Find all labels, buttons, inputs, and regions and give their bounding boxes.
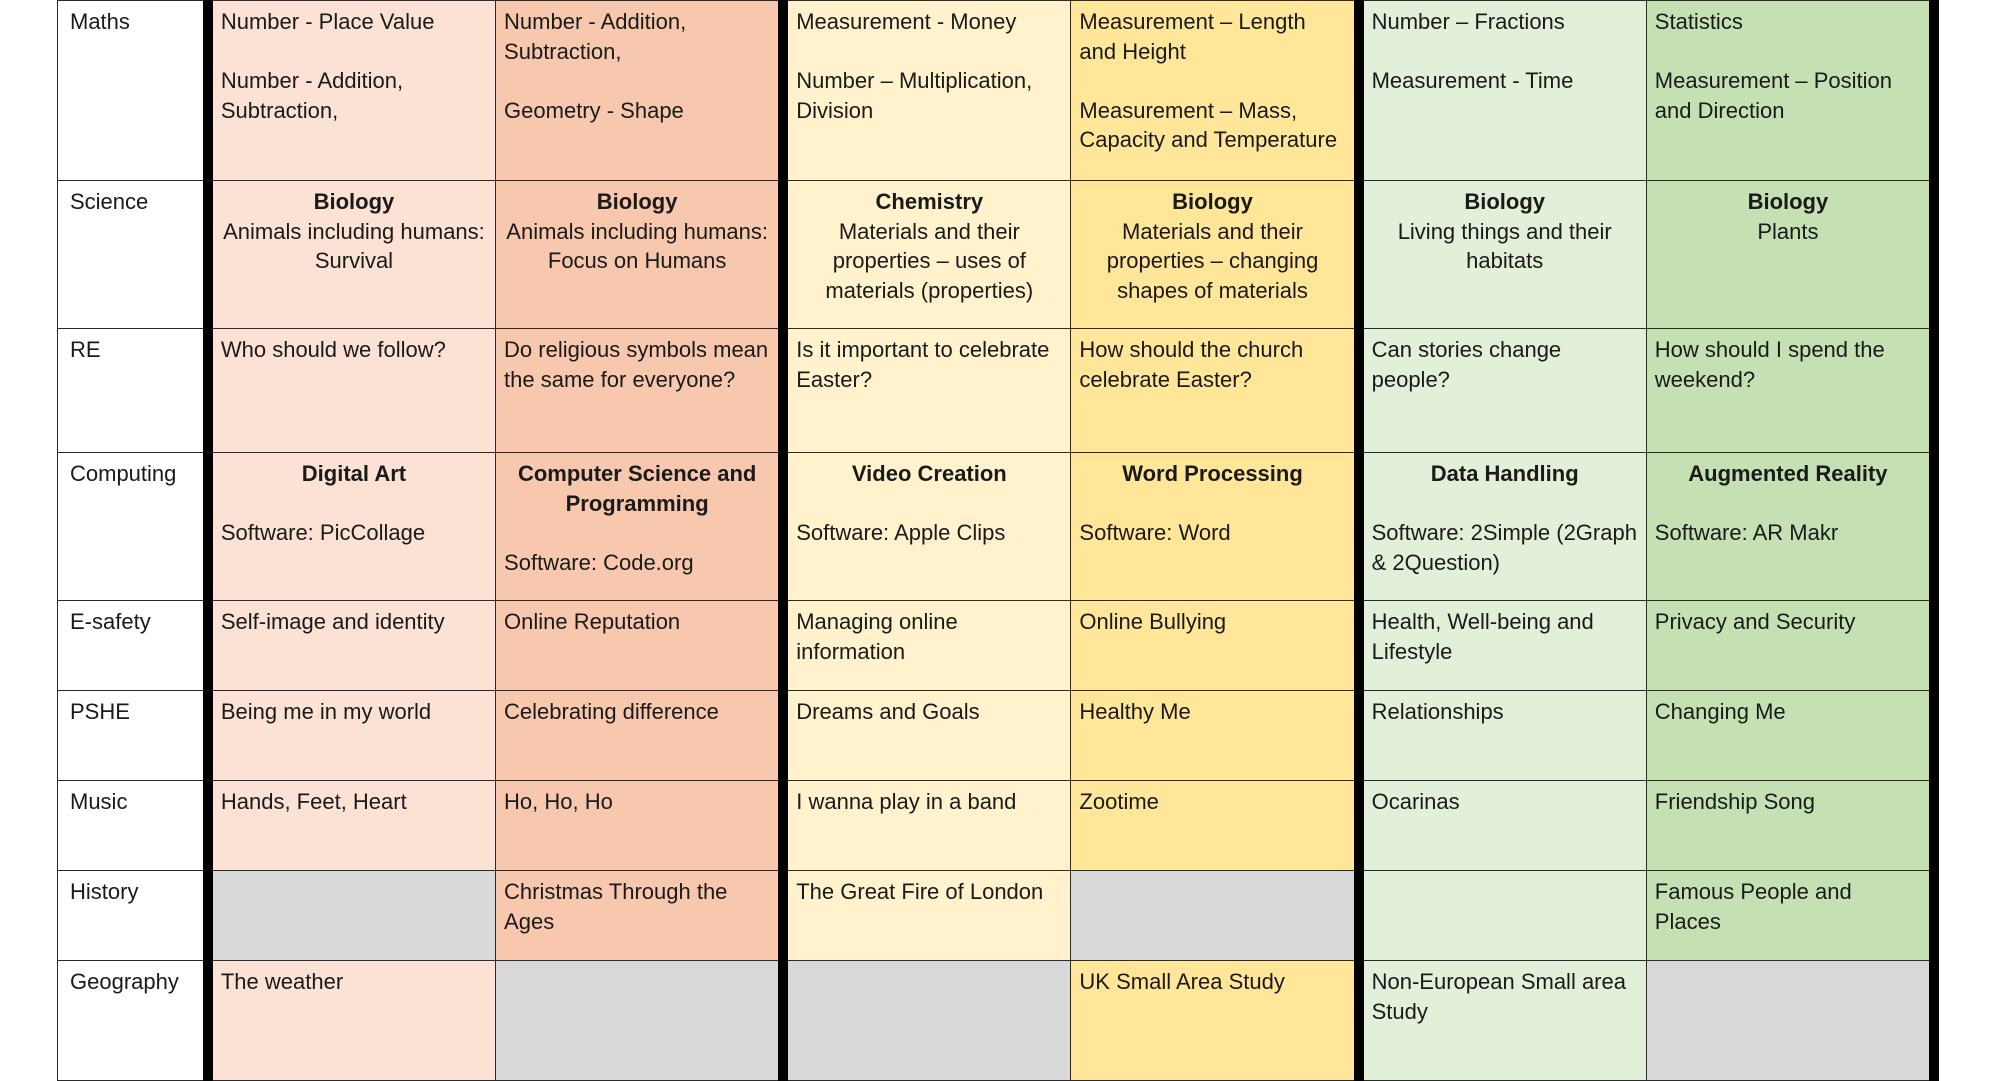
curriculum-table xyxy=(57,0,1939,1081)
table-cell xyxy=(208,871,496,961)
table-row xyxy=(58,871,1935,961)
table-cell xyxy=(1071,453,1359,601)
table-cell: Privacy and Security xyxy=(1646,601,1934,691)
table-cell: Friendship Song xyxy=(1646,781,1934,871)
table-cell: Celebrating difference xyxy=(496,691,784,781)
table-cell: Healthy Me xyxy=(1071,691,1359,781)
table-cell: Non-European Small area Study xyxy=(1359,961,1647,1081)
table-cell xyxy=(1359,181,1647,329)
subject-label: Maths xyxy=(58,1,208,181)
cell-text: Animals including humans: Survival xyxy=(223,218,485,273)
cell-text: Software: Word xyxy=(1079,520,1231,545)
table-cell: Changing Me xyxy=(1646,691,1934,781)
cell-text: Software: Apple Clips xyxy=(796,520,1006,545)
cell-heading: Biology xyxy=(1464,189,1546,214)
cell-text: Software: PicCollage xyxy=(220,520,426,545)
table-cell xyxy=(783,453,1071,601)
table-cell: Ho, Ho, Ho xyxy=(496,781,784,871)
cell-heading: Chemistry xyxy=(875,189,984,214)
table-row xyxy=(58,961,1935,1081)
subject-label: History xyxy=(58,871,208,961)
table-cell: Online Reputation xyxy=(496,601,784,691)
table-cell: Number – Fractions Measurement - Time xyxy=(1359,1,1647,181)
subject-label: Geography xyxy=(58,961,208,1081)
table-cell xyxy=(1071,871,1359,961)
curriculum-table-body xyxy=(58,1,1935,1081)
table-cell: Zootime xyxy=(1071,781,1359,871)
subject-label: RE xyxy=(58,329,208,453)
cell-heading: Data Handling xyxy=(1430,461,1579,486)
table-cell xyxy=(208,181,496,329)
table-cell xyxy=(496,453,784,601)
table-cell: Ocarinas xyxy=(1359,781,1647,871)
table-cell: Hands, Feet, Heart xyxy=(208,781,496,871)
table-cell xyxy=(1071,181,1359,329)
table-row xyxy=(58,781,1935,871)
cell-text: Materials and their properties – uses of materials (properties) xyxy=(825,218,1034,303)
table-cell xyxy=(496,181,784,329)
table-row xyxy=(58,1,1935,181)
table-cell: I wanna play in a band xyxy=(783,781,1071,871)
table-cell: Christmas Through the Ages xyxy=(496,871,784,961)
table-cell: How should I spend the weekend? xyxy=(1646,329,1934,453)
curriculum-overview-sheet xyxy=(57,0,1939,1068)
cell-heading: Biology xyxy=(1172,189,1253,214)
table-cell: Measurement - Money Number – Multiplication, Division xyxy=(783,1,1071,181)
cell-heading: Biology xyxy=(1747,189,1829,214)
table-cell: Being me in my world xyxy=(208,691,496,781)
table-cell xyxy=(783,961,1071,1081)
table-cell: Who should we follow? xyxy=(208,329,496,453)
table-cell: Relationships xyxy=(1359,691,1647,781)
subject-label: Science xyxy=(58,181,208,329)
cell-heading: Digital Art xyxy=(301,461,407,486)
cell-heading: Augmented Reality xyxy=(1688,461,1888,486)
table-cell: How should the church celebrate Easter? xyxy=(1071,329,1359,453)
cell-text: Animals including humans: Focus on Humans xyxy=(506,218,768,273)
cell-text: Software: AR Makr xyxy=(1654,520,1839,545)
table-cell: The weather xyxy=(208,961,496,1081)
table-cell xyxy=(1359,871,1647,961)
table-row xyxy=(58,691,1935,781)
cell-heading: Word Processing xyxy=(1122,461,1303,486)
table-cell xyxy=(208,453,496,601)
subject-label: E-safety xyxy=(58,601,208,691)
table-cell: Measurement – Length and Height Measurement – Mass, Capacity and Temperature xyxy=(1071,1,1359,181)
table-cell: Is it important to celebrate Easter? xyxy=(783,329,1071,453)
table-cell xyxy=(1646,453,1934,601)
table-cell: Dreams and Goals xyxy=(783,691,1071,781)
cell-text: Plants xyxy=(1757,218,1819,244)
table-cell: Famous People and Places xyxy=(1646,871,1934,961)
cell-heading: Video Creation xyxy=(851,461,1007,486)
table-row xyxy=(58,329,1935,453)
table-cell: Statistics Measurement – Position and Direction xyxy=(1646,1,1934,181)
table-cell: Managing online information xyxy=(783,601,1071,691)
table-cell: Health, Well-being and Lifestyle xyxy=(1359,601,1647,691)
cell-text: Living things and their habitats xyxy=(1397,218,1612,273)
table-cell: Self-image and identity xyxy=(208,601,496,691)
subject-label: Music xyxy=(58,781,208,871)
table-cell: Do religious symbols mean the same for everyone? xyxy=(496,329,784,453)
table-cell: Online Bullying xyxy=(1071,601,1359,691)
cell-text: Materials and their properties – changing shapes of materials xyxy=(1106,218,1319,303)
table-row xyxy=(58,601,1935,691)
cell-heading: Computer Science and Programming xyxy=(517,461,757,516)
table-row xyxy=(58,453,1935,601)
table-row xyxy=(58,181,1935,329)
table-cell: UK Small Area Study xyxy=(1071,961,1359,1081)
table-cell xyxy=(1646,961,1934,1081)
table-cell: The Great Fire of London xyxy=(783,871,1071,961)
table-cell: Number - Place Value Number - Addition, Subtraction, xyxy=(208,1,496,181)
subject-label: Computing xyxy=(58,453,208,601)
cell-heading: Biology xyxy=(596,189,678,214)
cell-heading: Biology xyxy=(313,189,395,214)
table-cell xyxy=(496,961,784,1081)
table-cell xyxy=(783,181,1071,329)
table-cell: Can stories change people? xyxy=(1359,329,1647,453)
table-cell: Number - Addition, Subtraction, Geometry - Shape xyxy=(496,1,784,181)
table-cell xyxy=(1646,181,1934,329)
cell-text: Software: Code.org xyxy=(504,549,694,575)
subject-label: PSHE xyxy=(58,691,208,781)
cell-text: Software: 2Simple (2Graph & 2Question) xyxy=(1371,520,1637,575)
table-cell xyxy=(1359,453,1647,601)
